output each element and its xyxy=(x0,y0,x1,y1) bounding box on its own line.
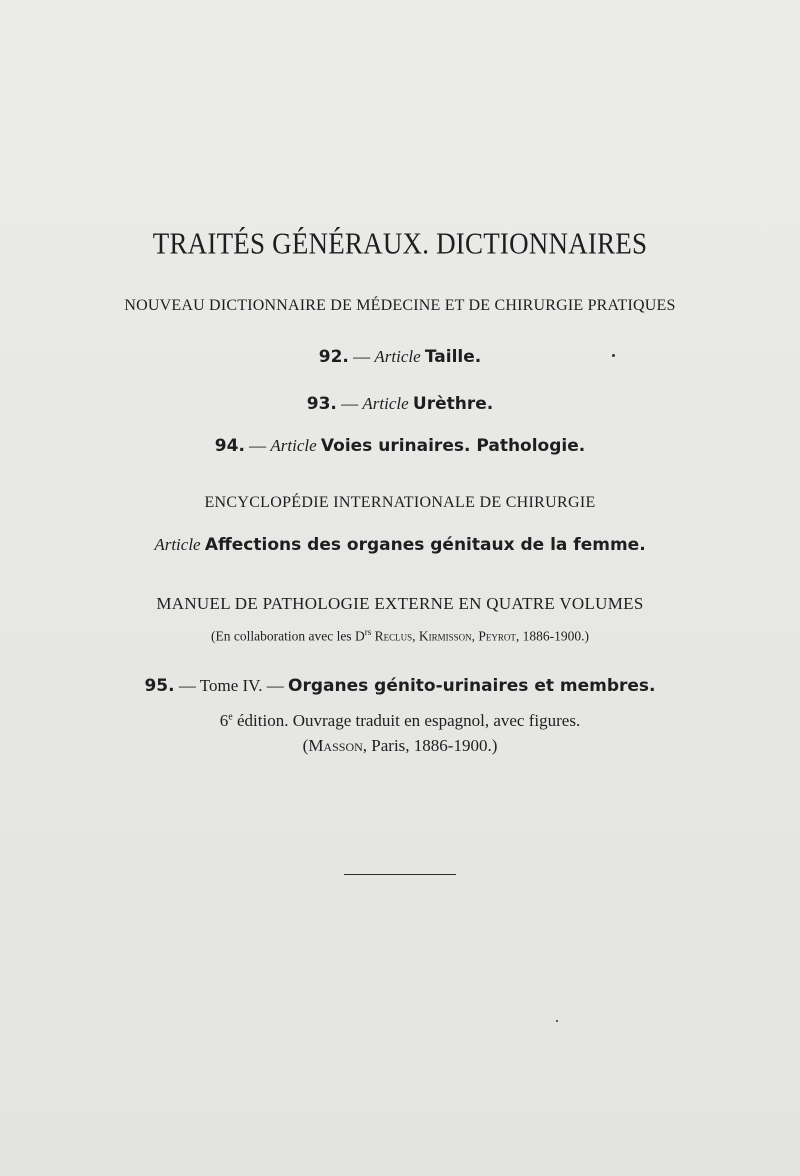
collaboration-years: 1886-1900.) xyxy=(522,628,589,644)
section-heading: TRAITÉS GÉNÉRAUX. DICTIONNAIRES xyxy=(152,225,648,261)
collaboration-note xyxy=(0,627,800,645)
end-divider xyxy=(344,874,456,875)
entry-number: 94. xyxy=(214,436,245,456)
series-title-manuel: MANUEL DE PATHOLOGIE EXTERNE EN QUATRE VOLUMES xyxy=(156,594,644,613)
entry-article-label: Article xyxy=(374,347,421,366)
entry-tome: Tome IV. — xyxy=(199,676,284,695)
entry-subject: Urèthre. xyxy=(412,394,494,414)
entry-number: 95. xyxy=(144,676,175,696)
entry-dash: — xyxy=(341,394,359,413)
publisher-rest: , Paris, 1886-1900.) xyxy=(362,736,498,755)
edition-text: édition. Ouvrage traduit en espagnol, avec figures. xyxy=(237,711,581,730)
collaboration-names: Reclus, Kirmisson, Peyrot, xyxy=(374,628,520,644)
edition-note xyxy=(0,711,800,731)
publisher-open: ( xyxy=(302,736,309,755)
publisher-note xyxy=(0,736,800,756)
print-speck xyxy=(612,354,615,357)
entry-number: 93. xyxy=(306,394,337,414)
entry-93 xyxy=(0,394,800,414)
entry-subject: Voies urinaires. Pathologie. xyxy=(320,436,586,456)
series-title-dictionnaire: NOUVEAU DICTIONNAIRE DE MÉDECINE ET DE CHIRURGIE PRATIQUES xyxy=(124,297,676,314)
entry-article-label: Article xyxy=(154,535,201,554)
publisher-name: Masson xyxy=(308,736,363,755)
series-title-encyclopedie: ENCYCLOPÉDIE INTERNATIONALE DE CHIRURGIE xyxy=(204,494,596,511)
entry-95 xyxy=(0,676,800,696)
entry-92 xyxy=(0,347,800,367)
entry-article-label: Article xyxy=(270,436,317,455)
collaboration-sup: rs xyxy=(364,627,372,637)
entry-affections xyxy=(0,535,800,555)
edition-number: 6 xyxy=(219,711,229,730)
print-speck xyxy=(556,1020,558,1022)
entry-subject: Organes génito-urinaires et membres. xyxy=(288,676,656,696)
entry-94 xyxy=(0,436,800,456)
edition-sup: e xyxy=(228,711,233,723)
entry-dash: — xyxy=(178,676,196,695)
entry-dash: — xyxy=(353,347,371,366)
entry-subject: Taille. xyxy=(424,347,482,367)
entry-subject: Affections des organes génitaux de la femme. xyxy=(204,535,646,555)
collaboration-open: (En collaboration avec les D xyxy=(211,628,365,644)
entry-dash: — xyxy=(249,436,267,455)
entry-number: 92. xyxy=(318,347,349,367)
entry-article-label: Article xyxy=(362,394,409,413)
